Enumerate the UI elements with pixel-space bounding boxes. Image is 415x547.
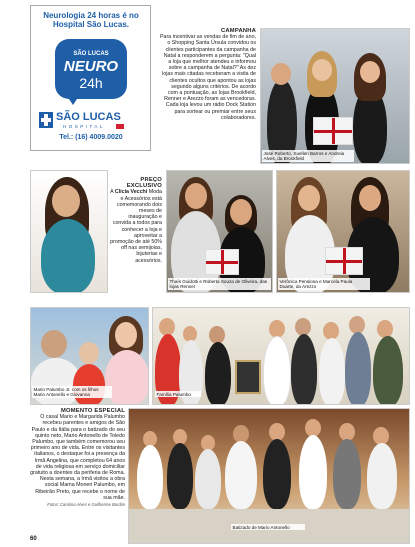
caption-renner: Thaís Guidotti e Roberta Souza de Oliveira, das lojas Renner xyxy=(168,278,271,290)
preco-title: PREÇO EXCLUSIVO xyxy=(126,177,162,190)
gift-box xyxy=(205,249,239,275)
logo-sub: HOSPITAL xyxy=(63,124,105,129)
bubble-24h-text: 24h xyxy=(79,75,103,91)
ad-phone: Tel.: (16) 4009.0020 xyxy=(59,134,123,141)
framed-portrait xyxy=(235,360,261,394)
renner-photo xyxy=(166,170,273,293)
gift-box xyxy=(325,247,363,275)
arezzo-photo xyxy=(276,170,410,293)
caption-familia: Família Palumbo xyxy=(155,391,201,397)
page-number: 60 xyxy=(30,536,37,542)
campanha-title: CAMPANHA xyxy=(221,28,256,34)
brookfield-photo xyxy=(260,28,410,164)
hospital-ad[interactable] xyxy=(30,5,151,151)
campanha-text: Para incentivar as vendas de fim de ano, o Shopping Santa Úrsula convidou os clientes participantes da campanha de Natal a responderem a pergunta: "Qual a loja que melhor atendeu e informou sobre a campanha de Natal?" As dez lojas mais citadas receberam a visita de clientes ocultos que apontou as lojas segundo alguns critérios. De acordo com a pontuação, as lojas Brookfield, Renner e Arezzo foram as vencedoras. Cada loja levou um rádio Dock Station para sortear ou premiar entre seus colaboradores. xyxy=(160,34,256,121)
bubble-top-text: SÃO LUCAS xyxy=(73,51,109,57)
preco-store-name: Clícia Vecchi xyxy=(114,189,148,196)
momento-article xyxy=(30,408,125,507)
preco-article xyxy=(110,177,162,264)
logo-name: SÃO LUCAS xyxy=(56,111,121,123)
speech-bubble-icon xyxy=(55,39,127,99)
bubble-tail xyxy=(65,93,81,105)
bubble-neuro-text: NEURO xyxy=(63,58,119,75)
ad-headline: Neurologia 24 horas é no Hospital São Lucas. xyxy=(43,11,139,29)
photo-credit: Fotos: Carolina Alves e Guilherme Bordini xyxy=(47,502,125,508)
logo-accent xyxy=(116,124,124,129)
momento-text: O casal Mario e Margarida Palumbo recebeu parentes e amigos de São Paulo e da Itália para o batizado do seu quinto neto, Mario Antonello de Toledo Palumbo, que também comemorou seu primeiro ano de vida. Entre os visitantes italianos, o destaque foi a presença da Irmã Angelina, que completou 64 anos de vida religiosa em serviço domiciliar gratuito a doentes da periferia de Roma. Nesta semana, a Irmã visitou a obra social Mama Moneri Palumbo, em Ribeirão Preto, que recebe o nome de sua mãe. xyxy=(30,414,125,501)
caption-mario-kids: Mario Palumbo Jr. com os filhos Mario Antonello e Giovanna xyxy=(32,386,112,398)
caption-batizado: Batizado de Mario Antonello xyxy=(231,524,305,530)
campanha-article xyxy=(160,28,256,121)
hospital-logo-icon xyxy=(39,112,53,128)
gift-box xyxy=(313,117,353,145)
preco-text: A Clícia Vecchi Moda e Acessórios está comemorando dois meses de inauguração e convida a todos para conhecer a loja e aproveitar a promoção de até 50% off nas semijoias, bijuterias e acessórios. xyxy=(110,189,162,264)
momento-title: MOMENTO ESPECIAL xyxy=(61,408,125,414)
caption-brookfield: José Roberto, Suellen Barros e Andreia Alves, da Brookfield xyxy=(262,150,354,162)
caption-arezzo: Verônica Pensiona e Marcela Paula Duarte, da Arezzo xyxy=(278,278,370,290)
clicia-photo xyxy=(30,170,108,293)
